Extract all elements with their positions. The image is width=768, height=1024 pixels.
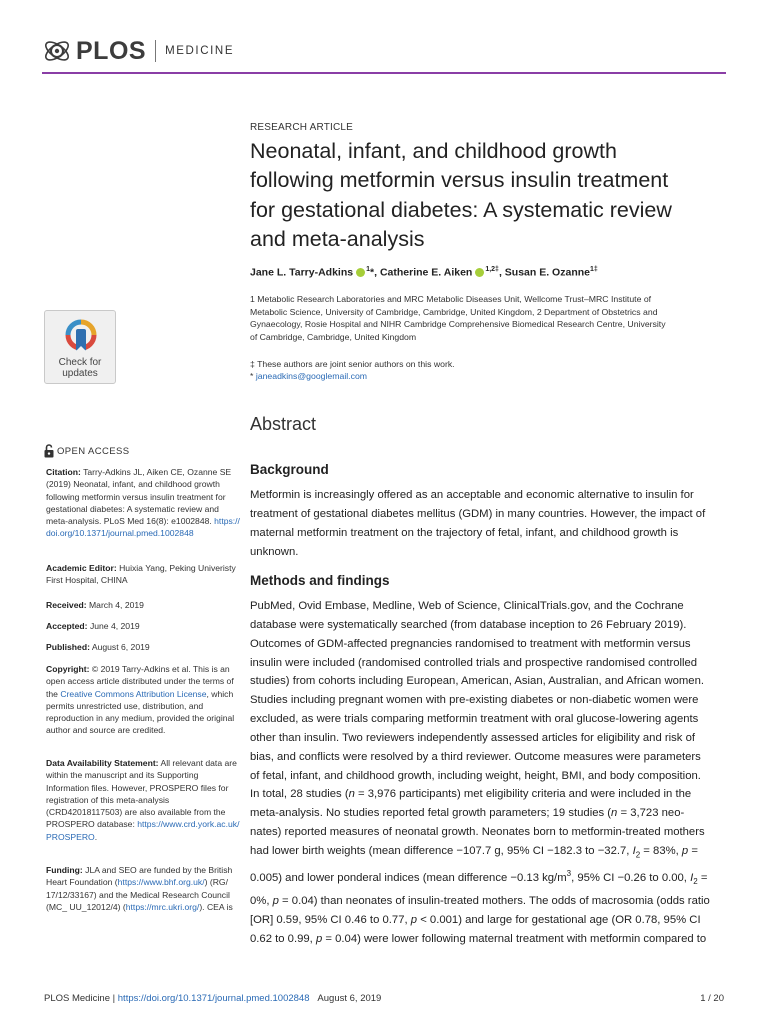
paragraph-line: insulin were included (randomised controlled trials and prospective randomised controlled: [250, 656, 698, 669]
author-name[interactable]: Jane L. Tarry-Adkins: [250, 266, 354, 279]
copyright-block: [46, 663, 242, 737]
author-affiliation-marker: 1,2‡: [485, 266, 499, 273]
prospero-link[interactable]: PROSPERO: [46, 831, 95, 842]
copyright-line: author and source are credited.: [46, 725, 166, 736]
copyright-line: the: [46, 688, 58, 699]
footer-journal: PLOS Medicine |: [44, 993, 116, 1004]
header-rule: [42, 72, 726, 74]
funding-label: Funding:: [46, 865, 83, 875]
citation-label: Citation:: [46, 467, 81, 477]
logo-divider: [155, 40, 156, 62]
open-access-indicator: [44, 444, 130, 458]
data-availability-block: [46, 757, 242, 843]
bhf-link[interactable]: https://www.bhf.org.uk/: [117, 877, 205, 888]
article-type: RESEARCH ARTICLE: [250, 122, 354, 133]
accepted-date: [46, 620, 242, 632]
background-heading: Background: [250, 462, 329, 477]
citation-doi-link[interactable]: doi.org/10.1371/journal.pmed.1002848: [46, 528, 194, 539]
corresponding-email-link[interactable]: janeadkins@googlemail.com: [255, 371, 368, 382]
paragraph-line: nates) reported measures of neonatal growth. Neonates born to metformin-treated mothers: [250, 826, 705, 839]
editor-name: Huixia Yang, Peking Univeristy: [119, 563, 236, 573]
open-lock-icon: [44, 444, 54, 458]
funding-line: 17/12/33167) and the Medical Research Council: [46, 889, 230, 900]
citation-line: following metformin versus insulin treatment for: [46, 491, 226, 502]
affiliation-line: Gynaecology, Rosie Hospital and NIHR Cambridge Comprehensive Biomedical Research Centre, University: [250, 319, 666, 330]
paragraph-line: 0%, p = 0.04) than neonates of insulin-treated mothers. The odds of macrosomia (odds ratio: [250, 894, 710, 907]
funding-line: JLA and SEO are funded by the British: [85, 865, 233, 875]
author-affiliation-marker: 1‡: [590, 266, 598, 273]
author-list: [250, 266, 730, 279]
title-line: for gestational diabetes: A systematic review: [250, 197, 672, 222]
received-label: Received:: [46, 600, 87, 610]
paragraph-line: Outcomes of GDM-affected pregnancies randomised to treatment with metformin versus: [250, 637, 691, 650]
methods-heading: Methods and findings: [250, 573, 390, 588]
affiliation-line: 1 Metabolic Research Laboratories and MRC Metabolic Diseases Unit, Wellcome Trust–MRC Institute of: [250, 294, 652, 304]
prospero-link[interactable]: https://www.crd.york.ac.uk/: [137, 819, 240, 830]
citation-line: meta-analysis. PLoS Med 16(8): e1002848.: [46, 516, 212, 527]
email-mark: *: [250, 371, 254, 382]
paragraph-line: bias, and conflicts were resolved by a third reviewer. Outcome measures were parameters: [250, 750, 701, 763]
editor-label: Academic Editor:: [46, 563, 117, 573]
affiliations: [250, 293, 728, 343]
author-notes: [250, 358, 728, 383]
received-value: March 4, 2019: [89, 600, 144, 610]
data-line: Information files. However, PROSPERO files for: [46, 782, 229, 793]
copyright-line: open access article distributed under the terms of: [46, 676, 234, 687]
author-name[interactable]: Susan E. Ozanne: [504, 266, 590, 279]
funding-block: [46, 864, 242, 913]
data-line: PROSPERO database:: [46, 819, 135, 830]
orcid-icon[interactable]: [356, 268, 365, 277]
title-line: and meta-analysis: [250, 226, 425, 251]
paragraph-line: other than insulin. Two reviewers independently assessed articles for eligibility and risk of: [250, 731, 695, 744]
journal-logo[interactable]: [42, 33, 234, 69]
data-line: .: [94, 831, 98, 842]
funding-line: ). CEA is: [199, 901, 233, 912]
paragraph-line: of fetal, infant, and childhood growth, including weight, height, BMI, and body composition.: [250, 769, 701, 782]
funding-line: (MC_ UU_12012/4) (: [46, 901, 126, 912]
check-for-updates-badge[interactable]: [44, 310, 116, 384]
paragraph-line: PubMed, Ovid Embase, Medline, Web of Science, ClinicalTrials.gov, and the Cochrane: [250, 600, 684, 612]
copyright-label: Copyright:: [46, 664, 90, 674]
paragraph-line: had lower birth weights (mean difference −107.7 g, 95% CI −182.3 to −32.7, $I_2 = 83\%$, p =: [250, 844, 698, 860]
title-line: following metformin versus insulin treatment: [250, 168, 669, 193]
copyright-line: © 2019 Tarry-Adkins et al. This is an: [91, 664, 230, 674]
methods-paragraph: [250, 597, 728, 948]
affiliation-line: of Cambridge, Cambridge, United Kingdom: [250, 331, 417, 342]
check-for-updates-icon: [65, 319, 97, 355]
badge-line-2: updates: [62, 368, 98, 379]
footer-date: August 6, 2019: [317, 993, 382, 1004]
author-affiliation-marker: 1: [366, 266, 370, 273]
citation-line: (2019) Neonatal, infant, and childhood growth: [46, 479, 220, 490]
paragraph-line: excluded, as were trials comparing metformin treatment with oral glucose-lowering agents: [250, 713, 699, 726]
paragraph-line: 0.005) and lower ponderal indices (mean difference −0.13 $kg/m^3$, 95% CI −0.26 to 0.00, $I_2$ =: [250, 869, 708, 887]
data-availability-label: Data Availability Statement:: [46, 758, 159, 768]
background-paragraph: [250, 486, 728, 561]
copyright-line: , which: [206, 688, 234, 699]
citation-block: [46, 466, 242, 540]
accepted-value: June 4, 2019: [89, 621, 140, 631]
license-link[interactable]: Creative Commons Attribution License: [60, 688, 207, 699]
page-footer: [44, 993, 724, 1004]
orcid-icon[interactable]: [475, 268, 484, 277]
paragraph-line: Studies including pregnant women with pre-existing diabetes or non-diabetic women were: [250, 694, 699, 707]
editor-affiliation: First Hospital, CHINA: [46, 575, 128, 586]
author-mark: *,: [370, 266, 378, 279]
footer-doi-link[interactable]: https://doi.org/10.1371/journal.pmed.1002848: [117, 993, 310, 1004]
academic-editor-block: [46, 562, 242, 587]
published-value: August 6, 2019: [91, 642, 150, 652]
funding-line: Heart Foundation (: [46, 877, 118, 888]
citation-line: gestational diabetes: A systematic review and: [46, 503, 219, 514]
published-date: [46, 641, 242, 653]
data-line: within the manuscript and its Supporting: [46, 770, 199, 781]
received-date: [46, 599, 242, 611]
article-title: [250, 137, 730, 254]
badge-label: [45, 357, 115, 379]
data-line: (CRD42018117503) are also available from the: [46, 807, 226, 818]
open-access-label: OPEN ACCESS: [57, 445, 130, 457]
paragraph-line: unknown.: [250, 545, 299, 558]
paragraph-line: Metformin is increasingly offered as an acceptable and economic alternative to insulin for: [250, 489, 694, 501]
paragraph-line: In total, 28 studies (n = 3,976 participants) met eligibility criteria and were included in the: [250, 788, 692, 801]
paragraph-line: studies) from cohorts including European, American, Asian, Australian, and African women.: [250, 675, 704, 688]
funding-line: ) (RG/: [204, 877, 228, 888]
paragraph-line: 0.62 to 0.99, p = 0.04) were lower following maternal treatment with metformin compared to: [250, 932, 707, 945]
journal-name: MEDICINE: [165, 45, 235, 57]
abstract-heading: Abstract: [250, 414, 317, 434]
paragraph-line: treatment of gestational diabetes mellitus (GDM) in many countries. However, the impact of: [250, 507, 706, 520]
published-label: Published:: [46, 642, 90, 652]
author-mark: ,: [498, 266, 502, 279]
affiliation-line: Metabolic Science, University of Cambridge, Cambridge, United Kingdom, 2 Department of Obstetrics and: [250, 306, 658, 317]
data-line: All relevant data are: [160, 758, 237, 768]
title-line: Neonatal, infant, and childhood growth: [250, 139, 617, 163]
citation-line: Tarry-Adkins JL, Aiken CE, Ozanne SE: [83, 467, 232, 477]
paragraph-line: [OR] 0.59, 95% CI 0.46 to 0.77, p < 0.001) and large for gestational age (OR 0.78, 95% CI: [250, 913, 701, 926]
badge-line-1: Check for: [58, 357, 102, 368]
page-number: 1 / 20: [700, 993, 724, 1004]
author-name[interactable]: Catherine E. Aiken: [379, 266, 473, 279]
paragraph-line: maternal metformin treatment on the trajectory of fetal, infant, and childhood growth is: [250, 526, 679, 539]
copyright-line: reproduction in any medium, provided the original: [46, 713, 235, 724]
paragraph-line: meta-analysis. No studies reported fetal growth parameters; 19 studies (n = 3,723 neo-: [250, 807, 685, 820]
joint-author-note: ‡ These authors are joint senior authors on this work.: [250, 359, 455, 369]
citation-doi-link[interactable]: https://: [214, 516, 240, 527]
logo-text: PLOS: [76, 36, 147, 65]
copyright-line: permits unrestricted use, distribution, and: [46, 700, 204, 711]
data-line: registration of this meta-analysis: [46, 794, 170, 805]
mrc-link[interactable]: https://mrc.ukri.org/: [125, 901, 200, 912]
accepted-label: Accepted:: [46, 621, 88, 631]
paragraph-line: database were systematically searched (from database inception to 26 February 2019).: [250, 618, 687, 631]
plos-logo-icon: [42, 36, 72, 66]
